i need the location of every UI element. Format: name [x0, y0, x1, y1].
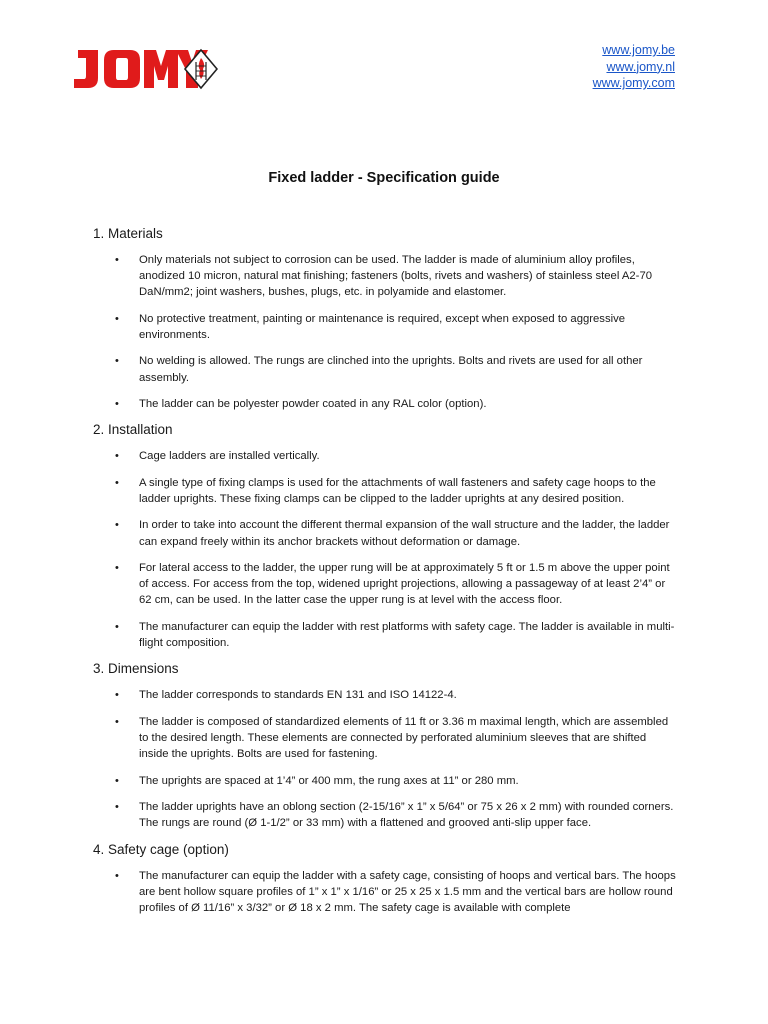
document-title: Fixed ladder - Specification guide [268, 170, 500, 186]
list-item: • For lateral access to the ladder, the upper rung will be at approximately 5 ft or 1.5 m above the upper point of access. For access from the top, widened upright projections, allowing a passageway of at least 2’4” or 62 cm, can be used. In the latter case the upper rung is at level with the access floor. [93, 560, 677, 609]
list-item: • The uprights are spaced at 1’4” or 400 mm, the rung axes at 11” or 280 mm. [93, 773, 677, 789]
list-item: • The manufacturer can equip the ladder with a safety cage, consisting of hoops and vertical bars. The hoops are bent hollow square profiles of 1” x 1” x 1/16” or 25 x 25 x 1.5 mm and the vertical bars are hollow round profiles of Ø 11/16” x 3/32” or Ø 18 x 2 mm. The safety cage is available with complete [93, 868, 677, 917]
link-jomy-com[interactable]: www.jomy.com [592, 76, 675, 90]
section-materials [93, 226, 677, 412]
section-heading: 2. Installation [93, 422, 173, 438]
list-item: • No welding is allowed. The rungs are clinched into the uprights. Bolts and rivets are used for all other assembly. [93, 353, 677, 385]
section-heading: 4. Safety cage (option) [93, 841, 229, 857]
bullet-list [93, 252, 677, 412]
list-item: • A single type of fixing clamps is used for the attachments of wall fasteners and safety cage hoops to the ladder uprights. These fixing clamps can be clipped to the ladder uprights at any desired position. [93, 475, 677, 507]
bullet-list [93, 448, 677, 651]
jomy-logo [70, 46, 218, 92]
bullet-list [93, 868, 677, 917]
section-safety-cage [93, 842, 677, 917]
list-item: • In order to take into account the different thermal expansion of the wall structure and the ladder, the ladder can expand freely within its anchor brackets without deformation or damage. [93, 517, 677, 549]
document-body [93, 226, 677, 926]
list-item: • The ladder corresponds to standards EN 131 and ISO 14122-4. [93, 687, 677, 703]
list-item: • The ladder uprights have an oblong section (2-15/16” x 1” x 5/64” or 75 x 26 x 2 mm) with rounded corners. The rungs are round (Ø 1-1/2” or 33 mm) with a flattened and grooved anti-slip upper face. [93, 799, 677, 831]
list-item: • The ladder is composed of standardized elements of 11 ft or 3.36 m maximal length, which are assembled to the desired length. These elements are connected by perforated aluminium sleeves that are shifted inside the uprights. Bolts are used for fastening. [93, 714, 677, 763]
header-links [593, 42, 675, 92]
section-heading: 3. Dimensions [93, 661, 179, 677]
list-item: • Only materials not subject to corrosion can be used. The ladder is made of aluminium alloy profiles, anodized 10 micron, natural mat finishing; fasteners (bolts, rivets and washers) of stainless steel A2-70 DaN/mm2; joint washers, bushes, plugs, etc. in polyamide and elastomer. [93, 252, 677, 301]
link-jomy-nl[interactable]: www.jomy.nl [606, 59, 675, 74]
section-installation [93, 422, 677, 651]
link-jomy-be[interactable]: www.jomy.be [602, 43, 675, 57]
list-item: • Cage ladders are installed vertically. [93, 448, 677, 464]
list-item: • No protective treatment, painting or maintenance is required, except when exposed to aggressive environments. [93, 311, 677, 343]
list-item: • The manufacturer can equip the ladder with rest platforms with safety cage. The ladder is available in multi-flight composition. [93, 619, 677, 651]
section-dimensions [93, 661, 677, 831]
section-heading: 1. Materials [93, 226, 163, 241]
bullet-list [93, 687, 677, 831]
list-item: • The ladder can be polyester powder coated in any RAL color (option). [93, 396, 677, 412]
